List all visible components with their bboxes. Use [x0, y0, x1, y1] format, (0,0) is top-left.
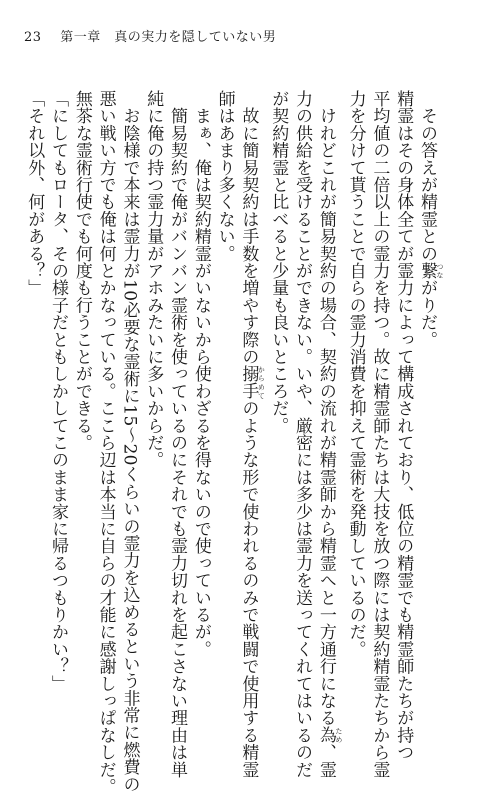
body-text — [21, 90, 444, 795]
running-title: 第一章 真の実力を隠していない男 — [60, 30, 277, 45]
text-line: 無茶な霊術行使でも何度も行うことができる。 — [71, 90, 92, 452]
page-number: 23 — [24, 30, 42, 45]
text-line: けれどこれが簡易契約の場合、契約の流れが精霊師から精霊へと一方通行になる為 ため、霊 — [315, 90, 343, 779]
text-line: まぁ、俺は契約精霊がいないから使わざるを得ないので使っているが。 — [190, 90, 211, 658]
text-line: 簡易契約で俺がバンバン霊術を使っているのにそれでも霊力切れを起こさない理由は単 — [167, 90, 188, 778]
text-line: 平均値の二倍以上の霊力を持つ。故に精霊師たちは大技を放つ際には契約精霊たちから霊 — [369, 90, 390, 778]
text-line: 師はあまり多くない。 — [214, 90, 235, 262]
text-line: 力の供給を受けることができない。いや、厳密には多少は霊力を送ってくれてはいるのだ — [292, 90, 313, 778]
text-line: お陰様で本来は霊力が10必要な霊術に15～20くらいの霊力を込めるという非常に燃費の — [119, 90, 140, 793]
text-line: 精霊はその身体全てが霊力によって構成されており、低位の精霊でも精霊師たちが持つ — [393, 90, 414, 761]
text-line: 力を分けて貰うことで自らの霊力消費を抑えて霊術を発動しているのだ。 — [345, 90, 366, 658]
text-line: その答えが精霊との繋 つながりだ。 — [417, 90, 444, 349]
text-line: 純に俺の持つ霊力量がアホみたいに多いからだ。 — [143, 90, 164, 469]
ruby-word: 繋 つな — [417, 262, 444, 280]
text-line: 「それ以外、何がある？」 — [24, 90, 45, 297]
text-line: が契約精霊と比べると少量も良いところだ。 — [268, 90, 289, 434]
ruby-word: 搦手 からめて — [238, 365, 266, 400]
text-line: 悪い戦い方でも俺は何とかなっている。ここら辺は本当に自らの才能に感謝しっぱなしだ。 — [95, 90, 116, 795]
page-header — [24, 30, 276, 46]
ruby-word: 為 ため — [315, 726, 343, 744]
text-line: 故に簡易契約は手数を増やす際の搦手 からめてのような形で使われるのみで戦闘で使用する精霊 — [238, 90, 266, 779]
text-line: 「にしてもロータ、その様子だともしかしてこのまま家に帰るつもりかい？」 — [48, 90, 69, 692]
